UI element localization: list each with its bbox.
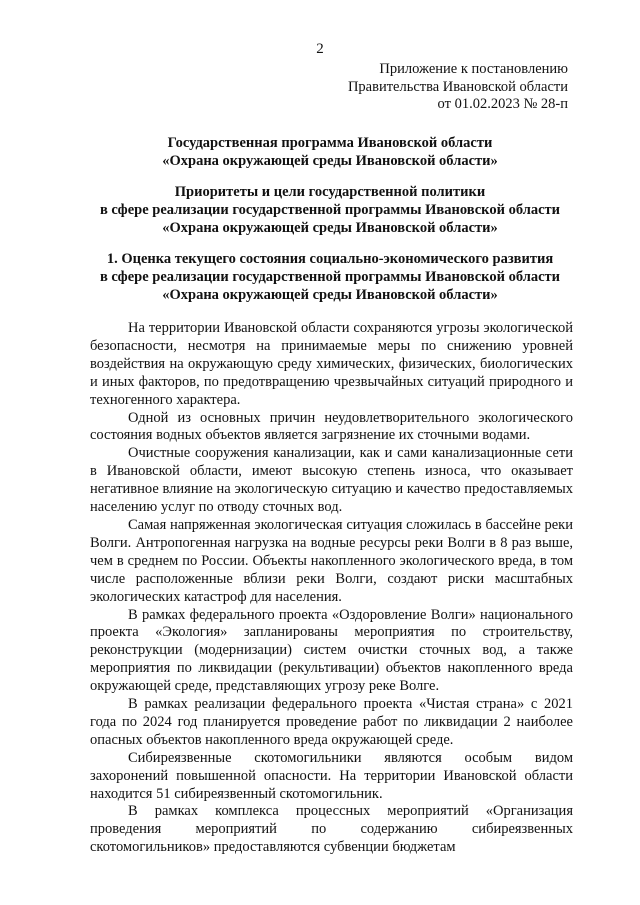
paragraph: В рамках федерального проекта «Оздоровление Волги» национального проекта «Экология» запланированы мероприятия по строительству, реконструкции (модернизации) систем очистки сточных вод, а также мероприятия по ликвидации (рекультивации) объектов накопленного вреда окружающей среде, представляющих угрозу реке Волге. <box>90 606 573 695</box>
paragraph: Самая напряженная экологическая ситуация сложилась в бассейне реки Волги. Антропогенная нагрузка на водные ресурсы реки Волги в 8 раз выше, чем в среднем по России. Объекты накопленного экологического вреда, в том числе расположенные вблизи реки Волги, создают риски масштабных экологических катастроф для населения. <box>90 516 573 605</box>
priorities-title-line-1: Приоритеты и цели государственной политики <box>174 184 486 200</box>
program-title-line-2: «Охрана окружающей среды Ивановской области» <box>162 153 498 169</box>
program-title <box>80 134 580 170</box>
section-title-line-2: в сфере реализации государственной программы Ивановской области <box>99 269 561 285</box>
paragraph: Сибиреязвенные скотомогильники являются особым видом захоронений повышенной опасности. На территории Ивановской области находится 51 сибиреязвенный скотомогильник. <box>90 749 573 802</box>
appendix-line-1: Приложение к постановлению <box>379 61 568 77</box>
program-title-line-1: Государственная программа Ивановской области <box>167 135 493 151</box>
appendix-reference <box>348 61 568 114</box>
paragraph: Одной из основных причин неудовлетворительного экологического состояния водных объектов является загрязнение их сточными водами. <box>90 409 573 444</box>
paragraph: В рамках реализации федерального проекта «Чистая страна» с 2021 года по 2024 год планируется проведение работ по ликвидации 2 наиболее опасных объектов накопленного вреда окружающей среде. <box>90 696 573 748</box>
priorities-title-line-3: «Охрана окружающей среды Ивановской области» <box>162 220 498 236</box>
paragraph: На территории Ивановской области сохраняются угрозы экологической безопасности, несмотря на принимаемые меры по снижению уровней воздействия на окружающую среду химических, физических, биологических и иных факторов, по предотвращению чрезвычайных ситуаций природного и техногенного характера. <box>90 320 573 408</box>
priorities-title <box>80 183 580 237</box>
section-title-line-3: «Охрана окружающей среды Ивановской области» <box>162 287 498 303</box>
paragraph: Очистные сооружения канализации, как и сами канализационные сети в Ивановской области, имеют высокую степень износа, что оказывает негативное влияние на экологическую ситуацию и качество предоставляемых населению услуг по отводу сточных вод. <box>90 445 573 516</box>
section-title-line-1: 1. Оценка текущего состояния социально-экономического развития <box>106 251 554 267</box>
appendix-line-2: Правительства Ивановской области <box>347 78 568 95</box>
paragraph: В рамках комплекса процессных мероприятий «Организация проведения мероприятий по содержанию сибиреязвенных скотомогильников» предоставляются субвенции бюджетам <box>90 803 573 856</box>
priorities-title-line-2: в сфере реализации государственной программы Ивановской области <box>99 202 561 218</box>
body-text <box>90 320 573 857</box>
page-number: 2 <box>316 41 324 57</box>
appendix-line-3: от 01.02.2023 № 28-п <box>437 96 568 112</box>
section-title <box>80 250 580 304</box>
